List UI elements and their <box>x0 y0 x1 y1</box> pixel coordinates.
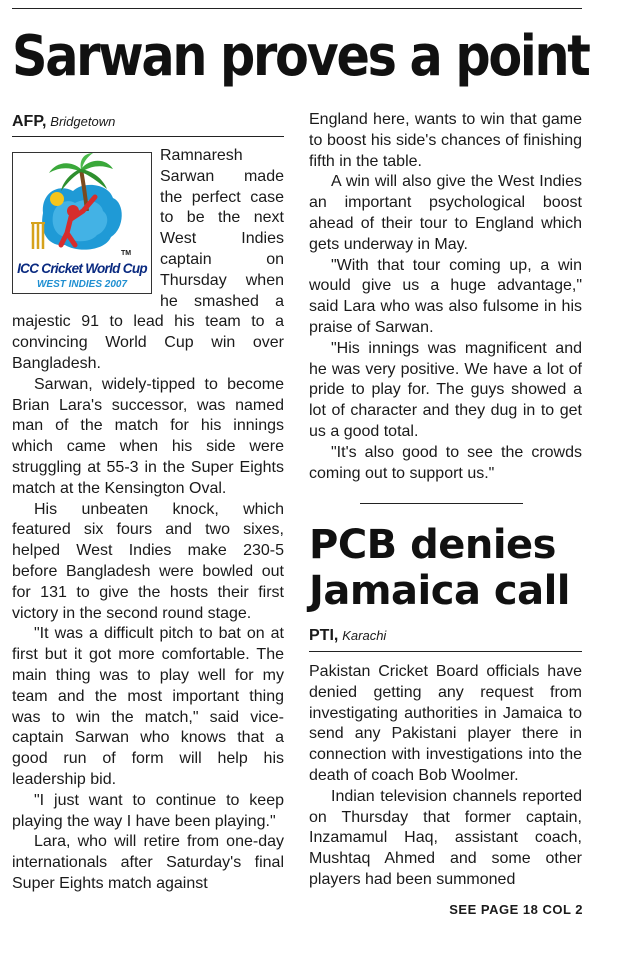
paragraph: Indian television channels reported on Thursday that former captain, Inzamamul Haq, assistant coach, Mushtaq Ahmed and some other players had been summoned <box>309 787 582 888</box>
paragraph: His unbeaten knock, which featured six fours and two sixes, helped West Indies make 230-5 before Bangladesh were bowled out for 131 to give the hosts their first victory in the second round stage. <box>12 500 284 622</box>
story2-agency: PTI, <box>309 627 339 644</box>
paragraph: Sarwan, widely-tipped to become Brian Lara's successor, was named man of the match for his innings which came when his side were struggling at 55-3 in the Super Eights match at the Kensington Oval. <box>12 375 284 497</box>
story2-column <box>309 662 582 891</box>
story2-headline: PCB denies Jamaica call <box>309 522 571 614</box>
trademark-mark: TM <box>121 250 132 257</box>
story1-column1 <box>12 146 284 895</box>
paragraph: "With that tour coming up, a win would give us a huge advantage," said Lara who was also fulsome in his praise of Sarwan. <box>309 256 582 336</box>
paragraph: Pakistan Cricket Board officials have denied getting any request from investigating authorities in Jamaica to send any Pakistani player there in connection with investigations into the death of coach Bob Woolmer. <box>309 663 582 784</box>
story2-byline-rule <box>309 651 582 652</box>
paragraph: England here, wants to win that game to boost his side's chances of finishing fifth in the table. <box>309 111 582 170</box>
top-rule <box>12 8 582 9</box>
paragraph: "I just want to continue to keep playing the way I have been playing." <box>12 791 284 830</box>
story1-headline: Sarwan proves a point <box>12 24 589 89</box>
story2-byline <box>309 626 386 645</box>
logo-subtitle: WEST INDIES 2007 <box>36 279 128 290</box>
paragraph: "His innings was magnificent and he was very positive. We have a lot of pride to play for. The guys showed a lot of character and they dug in to get us a good total. <box>309 339 582 440</box>
story-separator-rule <box>360 503 523 504</box>
paragraph: "It was a difficult pitch to bat on at first but it got more comfortable. The main thing was to play well for my team and the most important thing was to win the match," said vice-captain Sarwan who knows that a good run of form will help his leadership bid. <box>12 625 284 788</box>
story1-byline-rule <box>12 136 284 137</box>
logo-float-spacer <box>12 146 160 292</box>
logo-title: ICC Cricket World Cup <box>17 261 147 276</box>
paragraph: Ramnaresh Sarwan made the perfect case to be the next West Indies captain on Thursday when he smashed a majestic 91 to lead his team to a convincing World Cup win over Bangladesh. <box>12 147 284 372</box>
paragraph: A win will also give the West Indies an important psychological boost ahead of their tour to England which gets underway in May. <box>309 173 582 253</box>
paragraph: Lara, who will retire from one-day internationals after Saturday's final Super Eights match against <box>12 833 284 892</box>
story2-city: Karachi <box>342 628 387 643</box>
continuation-jump-line: SEE PAGE 18 COL 2 <box>449 902 583 917</box>
paragraph: "It's also good to see the crowds coming out to support us." <box>309 443 582 482</box>
story1-column2 <box>309 110 582 484</box>
story1-agency: AFP, <box>12 113 47 130</box>
story1-city: Bridgetown <box>50 114 116 129</box>
story1-byline <box>12 112 115 131</box>
